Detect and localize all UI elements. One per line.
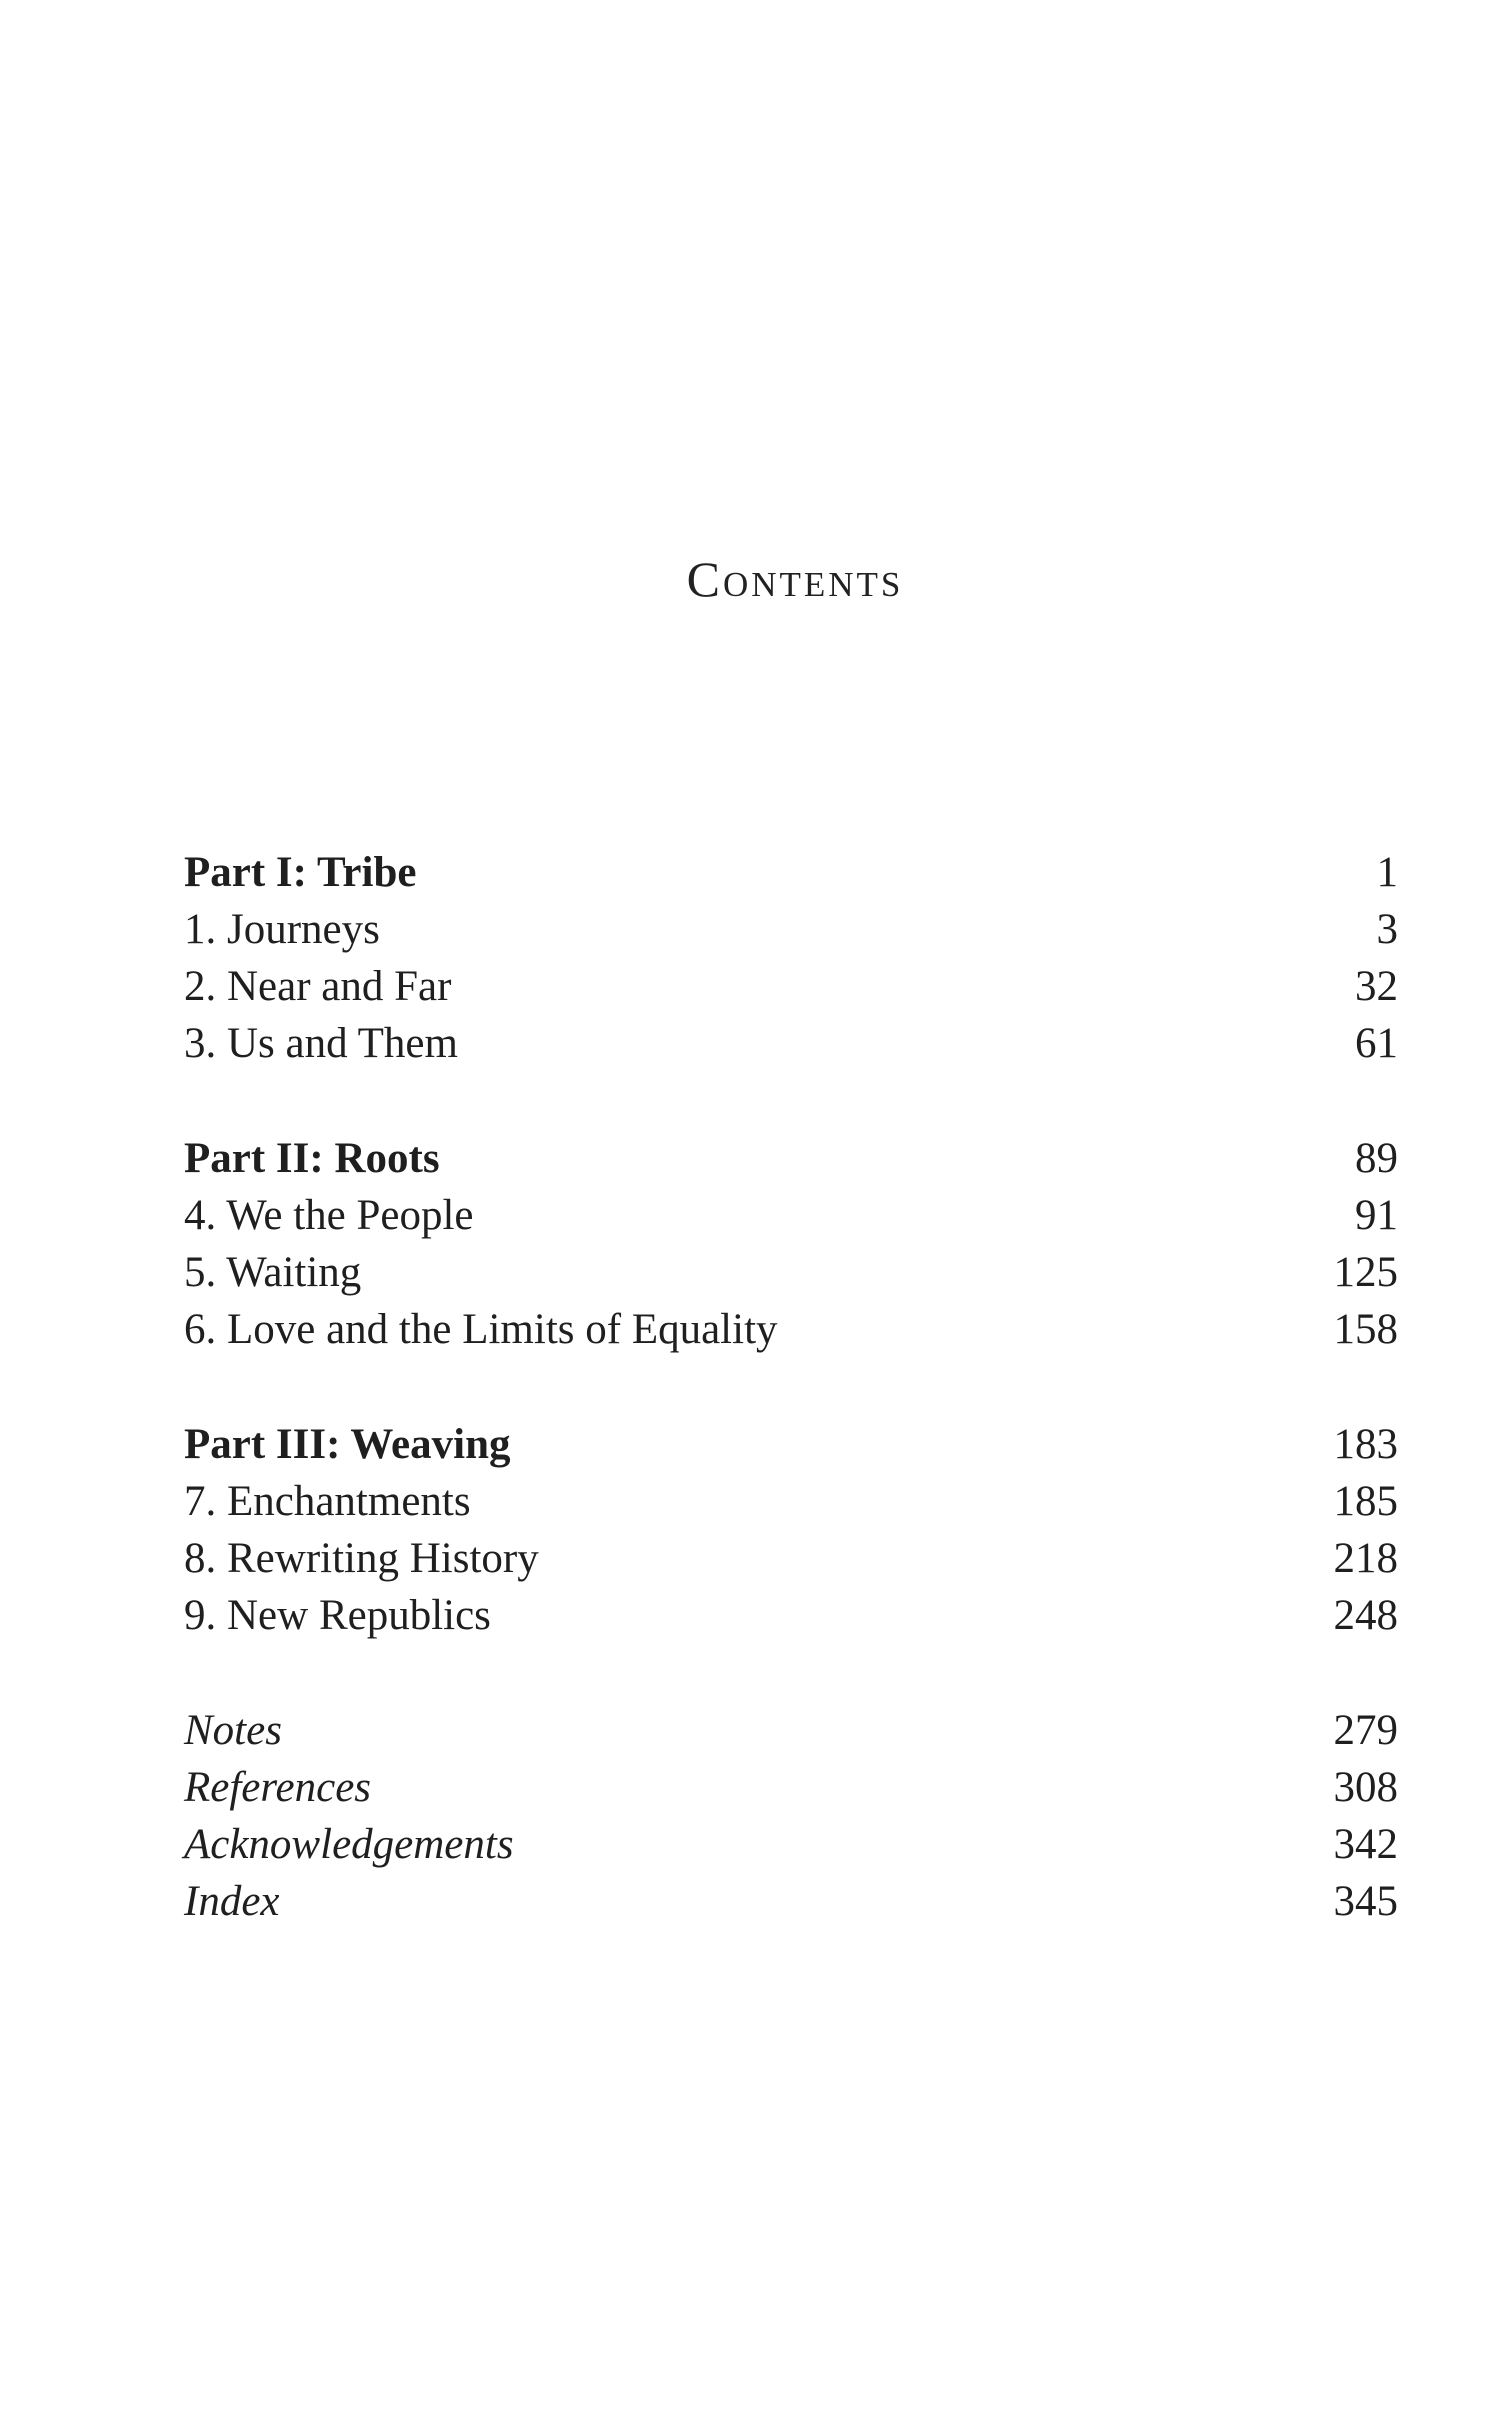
part-title: Part I: Tribe	[184, 849, 417, 896]
toc-chapter-8[interactable]	[184, 1531, 1398, 1587]
chapter-title: 1. Journeys	[184, 906, 380, 953]
toc-notes[interactable]	[184, 1703, 1398, 1759]
part-title: Part II: Roots	[184, 1135, 440, 1182]
toc-acknowledgements[interactable]	[184, 1817, 1398, 1873]
chapter-title: 3. Us and Them	[184, 1020, 458, 1067]
chapter-title: 6. Love and the Limits of Equality	[184, 1306, 778, 1353]
page-number: 183	[1333, 1421, 1398, 1468]
chapter-title: 2. Near and Far	[184, 963, 452, 1010]
page-number: 218	[1333, 1535, 1398, 1582]
toc-chapter-7[interactable]	[184, 1474, 1398, 1530]
page-number: 89	[1355, 1135, 1398, 1182]
page-number: 3	[1376, 906, 1398, 953]
page-number: 158	[1333, 1306, 1398, 1353]
toc-chapter-5[interactable]	[184, 1245, 1398, 1301]
chapter-title: 5. Waiting	[184, 1249, 362, 1296]
page-number: 185	[1333, 1478, 1398, 1525]
page-number: 345	[1333, 1878, 1398, 1925]
toc-chapter-9[interactable]	[184, 1588, 1398, 1644]
page-number: 342	[1333, 1821, 1398, 1868]
page-number: 91	[1355, 1192, 1398, 1239]
page-number: 248	[1333, 1592, 1398, 1639]
back-matter-title: Notes	[184, 1707, 282, 1754]
toc-part-2[interactable]	[184, 1131, 1398, 1187]
page-number: 125	[1333, 1249, 1398, 1296]
toc-chapter-2[interactable]	[184, 959, 1398, 1015]
chapter-title: 8. Rewriting History	[184, 1535, 539, 1582]
chapter-title: 7. Enchantments	[184, 1478, 471, 1525]
toc-part-3[interactable]	[184, 1417, 1398, 1473]
contents-heading: Contents	[686, 551, 904, 607]
page-number: 61	[1355, 1020, 1398, 1067]
toc-references[interactable]	[184, 1760, 1398, 1816]
toc-chapter-1[interactable]	[184, 902, 1398, 958]
chapter-title: 9. New Republics	[184, 1592, 491, 1639]
part-title: Part III: Weaving	[184, 1421, 511, 1468]
toc-index[interactable]	[184, 1874, 1398, 1930]
page-number: 279	[1333, 1707, 1398, 1754]
toc-part-1[interactable]	[184, 845, 1398, 901]
back-matter-title: Acknowledgements	[184, 1821, 514, 1868]
chapter-title: 4. We the People	[184, 1192, 474, 1239]
back-matter-title: References	[184, 1764, 372, 1811]
page-number: 32	[1355, 963, 1398, 1010]
page-number: 1	[1376, 849, 1398, 896]
back-matter-title: Index	[184, 1878, 280, 1925]
page-number: 308	[1333, 1764, 1398, 1811]
toc-chapter-3[interactable]	[184, 1016, 1398, 1072]
toc-chapter-6[interactable]	[184, 1302, 1398, 1358]
toc-chapter-4[interactable]	[184, 1188, 1398, 1244]
